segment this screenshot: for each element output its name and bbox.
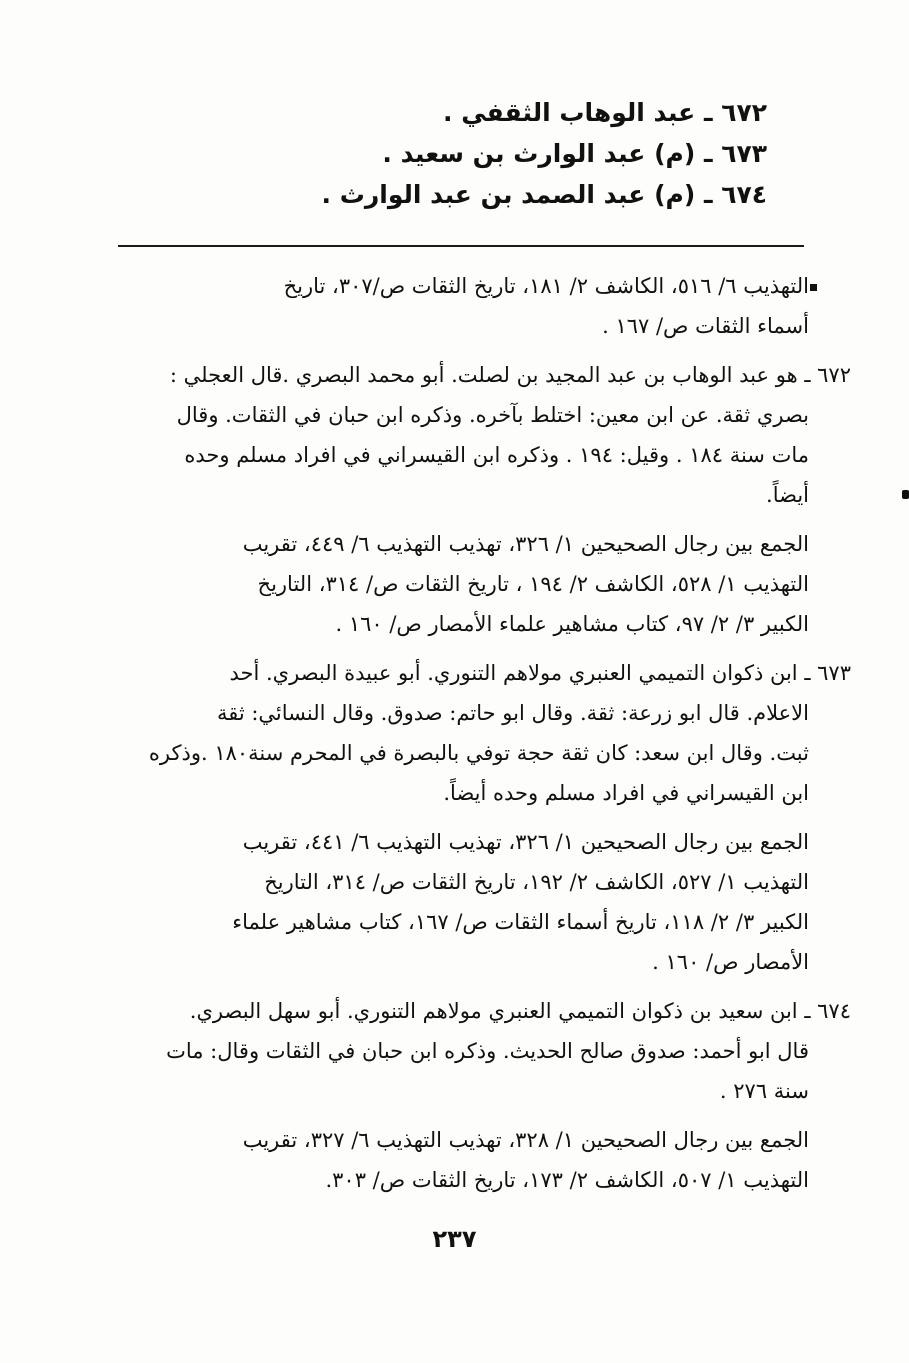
note-line: بصري ثقة. عن ابن معين: اختلط بآخره. وذكره ابن حبان في الثقات. وقال: [176, 403, 809, 427]
note-line: قال ابو أحمد: صدوق صالح الحديث. وذكره ابن حبان في الثقات وقال: مات: [166, 1039, 809, 1063]
note-line: الجمع بين رجال الصحيحين ١/ ٣٢٦، تهذيب التهذيب ٦/ ٤٤٩، تقريب: [242, 532, 809, 556]
note-line: ٦٧٢ ـ هو عبد الوهاب بن عبد المجيد بن لصلت. أبو محمد البصري .قال العجلي :: [169, 363, 851, 387]
note-line: مات سنة ١٨٤ . وقيل: ١٩٤ . وذكره ابن القيسراني في افراد مسلم وحده: [184, 443, 809, 467]
entry-headings: [207, 92, 767, 215]
note-line: التهذيب ٦/ ٥١٦، الكاشف ٢/ ١٨١، تاريخ الثقات ص/٣٠٧، تاريخ: [283, 274, 809, 298]
heading-674: ٦٧٤ ـ (م) عبد الصمد بن عبد الوارث .: [321, 180, 767, 209]
note-673-references: [149, 822, 809, 982]
note-line: ٦٧٣ ـ ابن ذكوان التميمي العنبري مولاهم التنوري. أبو عبيدة البصري. أحد: [229, 661, 851, 685]
note-line: الكبير ٣/ ٢/ ١١٨، تاريخ أسماء الثقات ص/ ١٦٧، كتاب مشاهير علماء: [232, 910, 809, 934]
note-line: سنة ٢٧٦ .: [719, 1079, 809, 1103]
note-674-references: [149, 1120, 809, 1200]
page-number: ٢٣٧: [432, 1225, 477, 1253]
note-673: [149, 653, 851, 813]
note-line: ٦٧٤ ـ ابن سعيد بن ذكوان التميمي العنبري مولاهم التنوري. أبو سهل البصري.: [189, 999, 851, 1023]
note-672-references: [149, 524, 809, 644]
note-line: ثبت. وقال ابن سعد: كان ثقة حجة توفي بالبصرة في المحرم سنة١٨٠ .وذكره: [149, 741, 809, 765]
note-line: أيضاً.: [766, 483, 809, 507]
footnote-divider: [118, 245, 804, 247]
heading-672: ٦٧٢ ـ عبد الوهاب الثقفي .: [443, 98, 767, 127]
margin-mark-icon: [902, 490, 909, 499]
note-intro: [149, 266, 809, 346]
bullet-icon: [810, 284, 817, 291]
footnotes: [149, 266, 851, 1209]
note-line: التهذيب ١/ ٥٠٧، الكاشف ٢/ ١٧٣، تاريخ الثقات ص/ ٣٠٣.: [325, 1168, 809, 1192]
note-line: الجمع بين رجال الصحيحين ١/ ٣٢٨، تهذيب التهذيب ٦/ ٣٢٧، تقريب: [242, 1128, 809, 1152]
note-674: [149, 991, 851, 1111]
note-line: التهذيب ١/ ٥٢٧، الكاشف ٢/ ١٩٢، تاريخ الثقات ص/ ٣١٤، التاريخ: [264, 870, 809, 894]
note-line: الأمصار ص/ ١٦٠ .: [652, 950, 809, 974]
note-672: [149, 355, 851, 515]
note-line: الاعلام. قال ابو زرعة: ثقة. وقال ابو حاتم: صدوق. وقال النسائي: ثقة: [216, 701, 809, 725]
note-line: التهذيب ١/ ٥٢٨، الكاشف ٢/ ١٩٤ ، تاريخ الثقات ص/ ٣١٤، التاريخ: [257, 572, 809, 596]
note-line: ابن القيسراني في افراد مسلم وحده أيضاً.: [443, 781, 809, 805]
note-line: أسماء الثقات ص/ ١٦٧ .: [602, 314, 809, 338]
note-line: الجمع بين رجال الصحيحين ١/ ٣٢٦، تهذيب التهذيب ٦/ ٤٤١، تقريب: [242, 830, 809, 854]
note-line: الكبير ٣/ ٢/ ٩٧، كتاب مشاهير علماء الأمصار ص/ ١٦٠ .: [335, 612, 809, 636]
heading-673: ٦٧٣ ـ (م) عبد الوارث بن سعيد .: [382, 139, 767, 168]
